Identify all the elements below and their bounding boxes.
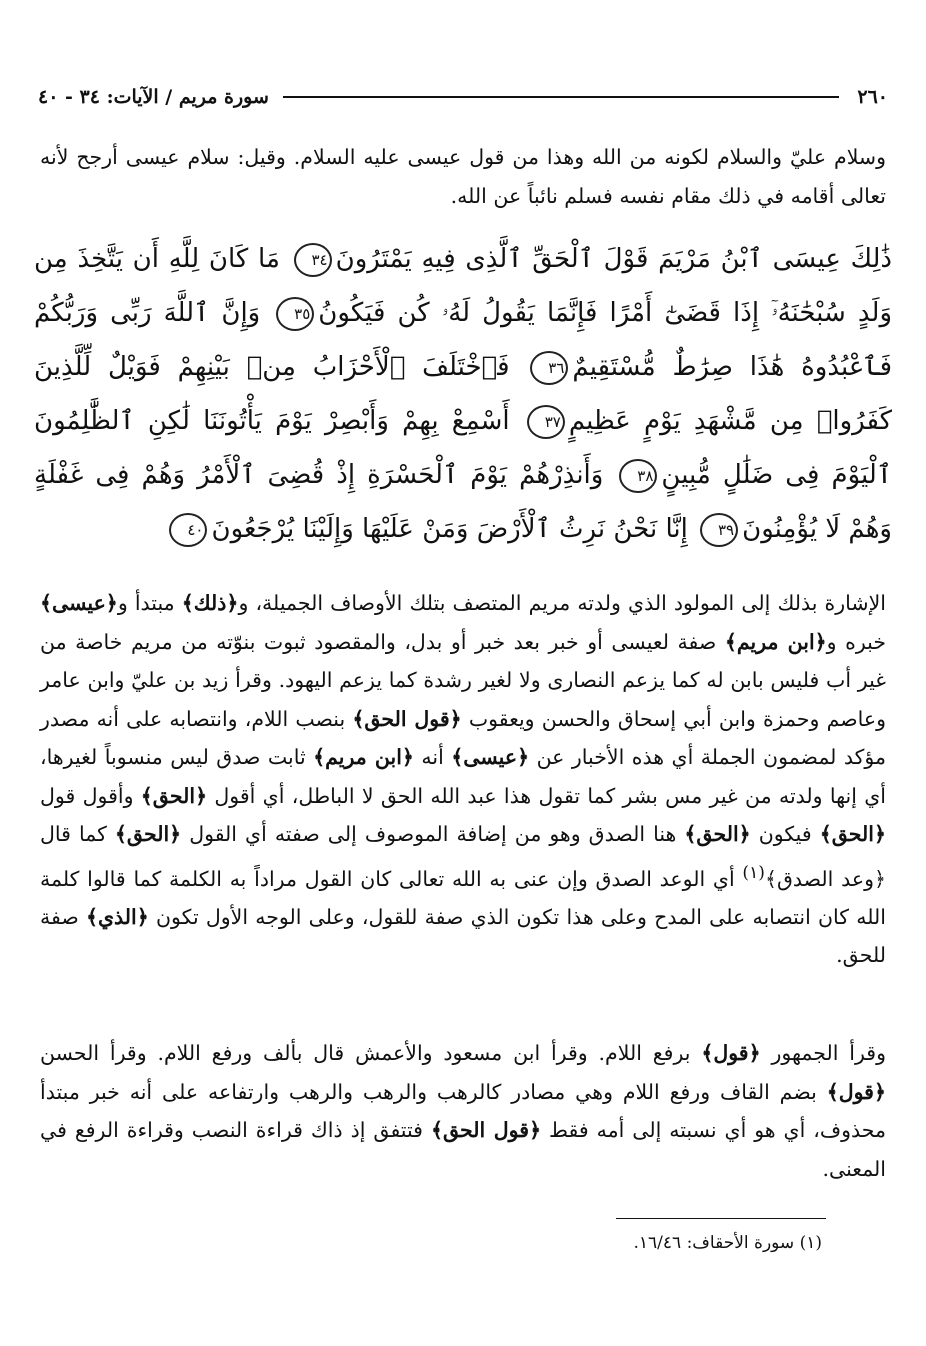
text-run: خبره و [826, 629, 887, 654]
quoted-term: ﴿ابن مريم﴾ [313, 745, 414, 769]
text-run: بضم القاف ورفع اللام وهي مصادر كالرهب والرهب والرهب وارتفاعه على أنه خبر مبتدأ محذوف، أي هو أي نسبته إلى أمه فقط [40, 1079, 886, 1142]
text-run: هنا الصدق وهو من إضافة الموصوف إلى صفته أي القول [181, 822, 685, 846]
ayah-40-text: إِنَّا نَحْنُ نَرِثُ ٱلْأَرْضَ وَمَنْ عَلَيْهَا وَإِلَيْنَا يُرْجَعُونَ [211, 514, 688, 544]
text-run: كما قال [40, 822, 115, 846]
quoted-term: ﴿عيسى﴾ [451, 745, 530, 769]
header-rule [283, 96, 839, 98]
quoted-term: ﴿عيسى﴾ [40, 591, 118, 615]
ayah-36-marker: ٣٦ [530, 351, 568, 385]
ayah-38-text: أَسْمِعْ بِهِمْ وَأَبْصِرْ يَوْمَ يَأْتُونَنَا لَٰكِنِ ٱلظَّٰلِمُونَ ٱلْيَوْمَ فِى ضَلَٰلٍ مُّبِينٍ [34, 406, 893, 490]
quoted-term: ﴿ذلك﴾ [181, 591, 239, 615]
text-run: وأقول قول [40, 783, 141, 808]
ayah-38-marker: ٣٨ [619, 459, 657, 493]
tafsir-paragraph-1 [40, 584, 886, 975]
ayah-39-text: وَأَنذِرْهُمْ يَوْمَ ٱلْحَسْرَةِ إِذْ قُضِىَ ٱلْأَمْرُ وَهُمْ فِى غَفْلَةٍ وَهُمْ لَا يُؤْمِنُونَ [34, 460, 892, 544]
footnote: (١) سورة الأحقاف: ١٦/٤٦. [633, 1233, 822, 1253]
quoted-verse: ﴿وعد الصدق﴾ [764, 866, 886, 891]
intro-paragraph: وسلام عليّ والسلام لكونه من الله وهذا من قول عيسى عليه السلام. وقيل: سلام عيسى أرجح لأنه تعالى أقامه في ذلك مقام نفسه فسلم نائباً عن الله. [40, 145, 886, 208]
footnote-separator [616, 1218, 826, 1219]
ayah-36-text: وَإِنَّ ٱللَّهَ رَبِّى وَرَبُّكُمْ فَٱعْبُدُوهُ هَٰذَا صِرَٰطٌ مُّسْتَقِيمٌ [34, 298, 892, 382]
quoted-term: ﴿الحق﴾ [684, 822, 751, 846]
text-run: بنصب اللام، وانتصابه على أنه مصدر مؤكد لمضمون الجملة أي هذه الأخبار عن [40, 706, 886, 769]
quoted-term: ﴿الحق﴾ [140, 783, 208, 808]
tafsir-paragraph-2 [40, 1034, 886, 1188]
quoted-term: ﴿قول الحق﴾ [430, 1118, 542, 1142]
text-run: وقرأ الجمهور [760, 1041, 886, 1065]
text-run: برفع اللام. وقرأ ابن مسعود والأعمش قال بألف ورفع اللام. وقرأ الحسن [40, 1041, 702, 1065]
text-run: فتتفق إذ ذاك قراءة النصب وقراءة الرفع في المعنى. [40, 1118, 886, 1181]
quoted-term: ﴿قول﴾ [701, 1041, 761, 1065]
ayah-40-marker: ٤٠ [169, 513, 207, 547]
quoted-term: ﴿الذي﴾ [85, 904, 149, 929]
text-run: مبتدأ و [117, 591, 182, 615]
text-run: الإشارة بذلك إلى المولود الذي ولدته مريم المتصف بتلك الأوصاف الجميلة، و [238, 591, 886, 615]
ayah-34-marker: ٣٤ [294, 243, 332, 277]
text-run: ثابت صدق ليس منسوباً لغيرها، أي إنها ولدته من غير مس بشر كما تقول هذا عبد الله الحق لا الباطل، أي أقول [40, 745, 886, 808]
running-title: سورة مريم / الآيات: ٣٤ - ٤٠ [38, 86, 269, 108]
quoted-term: ﴿الحق﴾ [114, 822, 182, 846]
quoted-term: ﴿الحق﴾ [819, 822, 886, 846]
quoted-term: ﴿قول﴾ [826, 1079, 886, 1104]
text-run: أي الوعد الصدق وإن عنى به الله تعالى كان القول مراداً به الكلمة كما قالوا كلمة الله كان انتصابه على المدح وعلى هذا تكون الذي صفة للقول، وعلى الوجه الأول تكون [40, 866, 886, 929]
quran-verses-block [34, 232, 892, 556]
ayah-37-text: فَٱخْتَلَفَ ٱلْأَحْزَابُ مِنۢ بَيْنِهِمْ فَوَيْلٌ لِّلَّذِينَ كَفَرُوا۟ مِن مَّشْهَدِ يَوْمٍ عَظِيمٍ [34, 352, 892, 436]
ayah-35-text: مَا كَانَ لِلَّهِ أَن يَتَّخِذَ مِن وَلَدٍ سُبْحَٰنَهُۥٓ إِذَا قَضَىٰٓ أَمْرًا فَإِنَّمَا يَقُولُ لَهُۥ كُن فَيَكُونُ [34, 244, 892, 328]
ayah-34-text: ذَٰلِكَ عِيسَى ٱبْنُ مَرْيَمَ قَوْلَ ٱلْحَقِّ ٱلَّذِى فِيهِ يَمْتَرُونَ [335, 244, 892, 274]
text-run: صفة لعيسى أو خبر بعد خبر أو بدل، والمقصود ثبوت بنوّته من مريم خاصة من غير أب فليس بابن له كما يزعم النصارى ولا لغير رشدة كما يزعم اليهود. وقرأ زيد بن عليّ وابن عامر وعاصم وحمزة وابن أبي إسحاق والحسن ويعقوب [40, 629, 886, 731]
ayah-39-marker: ٣٩ [700, 513, 738, 547]
page-header [38, 82, 888, 112]
text-run: صفة للحق. [40, 904, 886, 968]
footnote-reference[interactable]: (١) [742, 862, 765, 883]
text-run: فيكون [750, 822, 820, 846]
ayah-37-marker: ٣٧ [527, 405, 565, 439]
text-run: أنه [413, 745, 452, 769]
quoted-term: ﴿ابن مريم﴾ [724, 629, 827, 654]
ayah-35-marker: ٣٥ [276, 297, 314, 331]
quoted-term: ﴿قول الحق﴾ [352, 706, 462, 731]
page-number: ٢٦٠ [857, 86, 888, 108]
